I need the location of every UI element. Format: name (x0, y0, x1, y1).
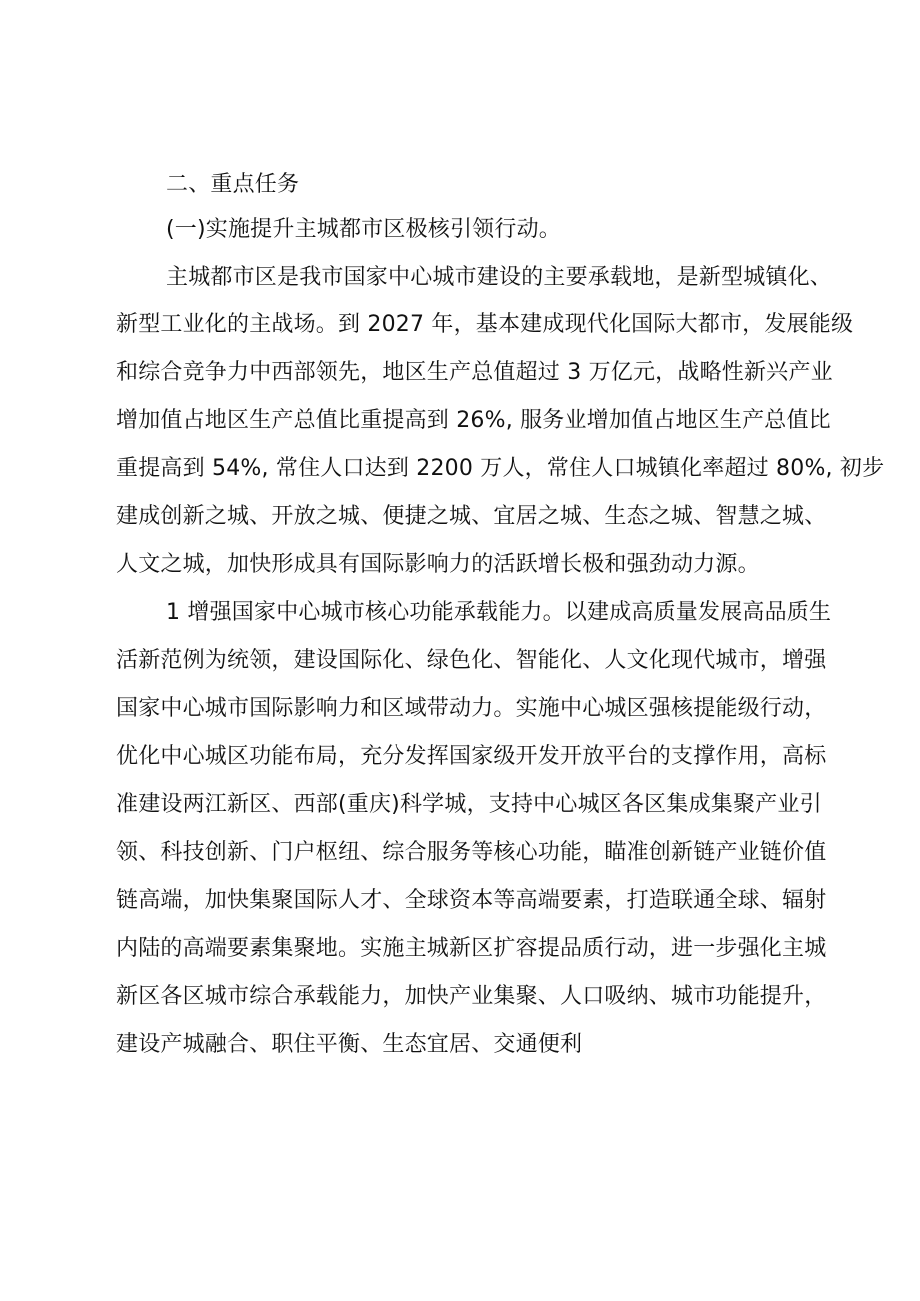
paragraph2-line: 优化中心城区功能布局，充分发挥国家级开发开放平台的支撑作用，高标 (116, 744, 827, 769)
paragraph1-line: 人文之城，加快形成具有国际影响力的活跃增长极和强劲动力源。 (116, 552, 760, 577)
subheading: (一)实施提升主城都市区极核引领行动。 (166, 217, 561, 242)
paragraph1-line: 新型工业化的主战场。到 2027 年，基本建成现代化国际大都市，发展能级 (116, 312, 854, 337)
paragraph2-line: 领、科技创新、门户枢纽、综合服务等核心功能，瞄准创新链产业链价值 (116, 840, 827, 865)
section-heading: 二、重点任务 (166, 172, 300, 197)
paragraph2-line: 链高端，加快集聚国际人才、全球资本等高端要素，打造联通全球、辐射 (116, 888, 827, 913)
paragraph1-line: 主城都市区是我市国家中心城市建设的主要承载地，是新型城镇化、 (166, 265, 833, 290)
paragraph2-line: 1 增强国家中心城市核心功能承载能力。以建成高质量发展高品质生 (166, 600, 832, 625)
paragraph2-line: 新区各区城市综合承载能力，加快产业集聚、人口吸纳、城市功能提升， (116, 984, 827, 1009)
paragraph1-line: 建成创新之城、开放之城、便捷之城、宜居之城、生态之城、智慧之城、 (116, 504, 827, 529)
paragraph2-line: 活新范例为统领，建设国际化、绿色化、智能化、人文化现代城市，增强 (116, 648, 827, 673)
paragraph2-line: 建设产城融合、职住平衡、生态宜居、交通便利 (116, 1032, 583, 1057)
paragraph2-line: 内陆的高端要素集聚地。实施主城新区扩容提品质行动，进一步强化主城 (116, 936, 827, 961)
paragraph2-line: 准建设两江新区、西部(重庆)科学城，支持中心城区各区集成集聚产业引 (116, 792, 822, 817)
paragraph1-line: 和综合竞争力中西部领先，地区生产总值超过 3 万亿元，战略性新兴产业 (116, 360, 833, 385)
paragraph1-line: 增加值占地区生产总值比重提高到 26%, 服务业增加值占地区生产总值比 (116, 408, 831, 433)
paragraph2-line: 国家中心城市国际影响力和区域带动力。实施中心城区强核提能级行动， (116, 696, 827, 721)
paragraph1-line: 重提高到 54%, 常住人口达到 2200 万人，常住人口城镇化率超过 80%, 初步 (116, 456, 885, 481)
